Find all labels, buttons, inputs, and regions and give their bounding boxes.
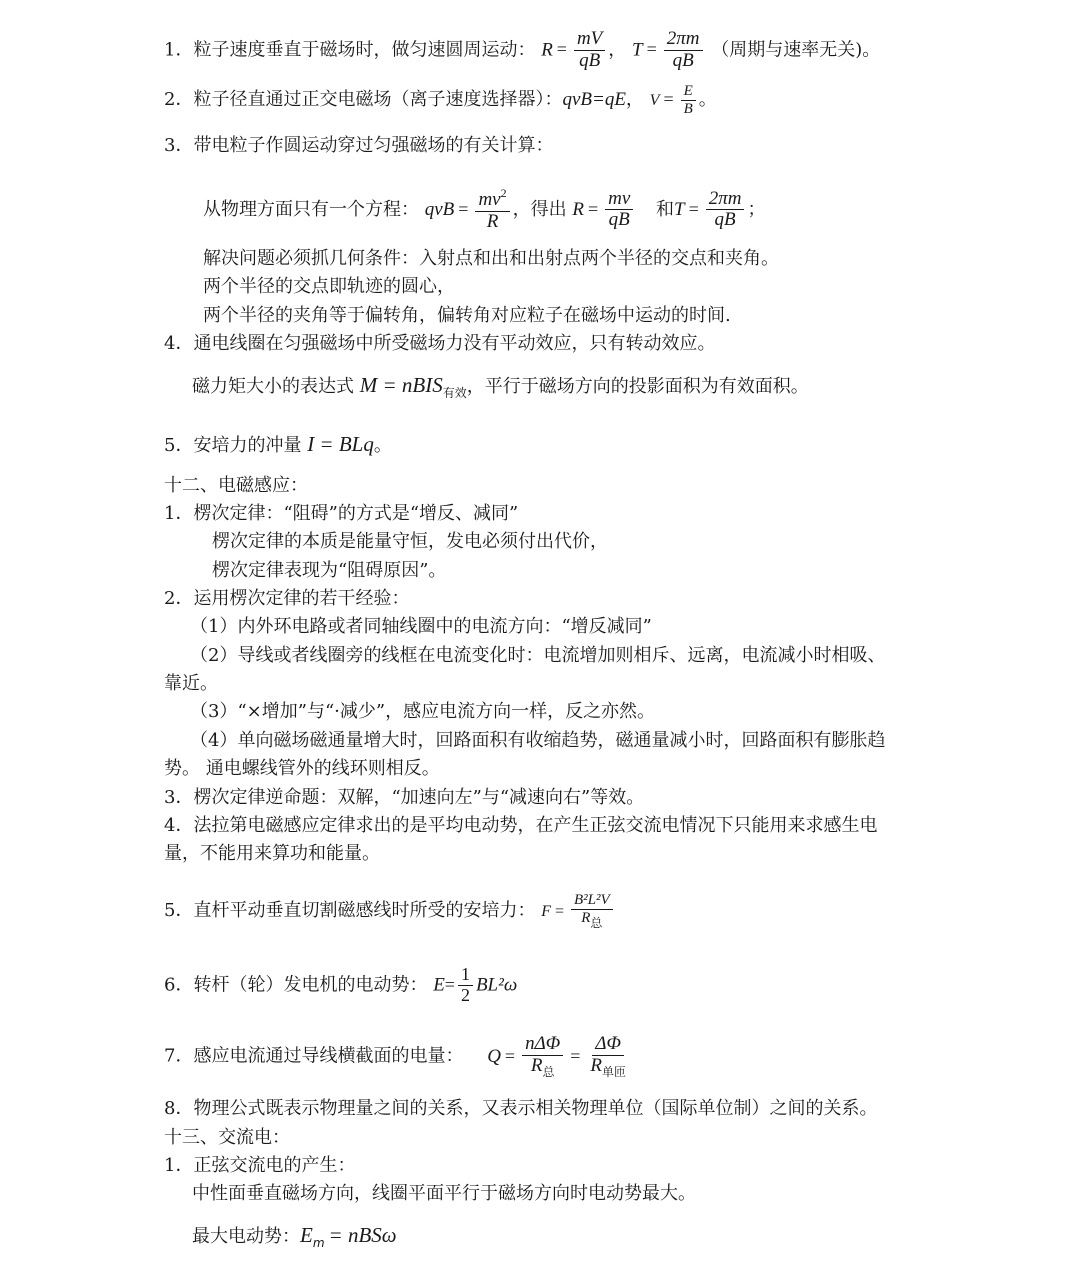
item-2-eq: = [663, 89, 674, 109]
sec12-item-6-frac-den: 2 [460, 984, 470, 1005]
item-1-frac2-num: 2πm [664, 29, 703, 51]
item-2-tail: 。 [698, 89, 717, 110]
sec12-item-5-frac-num: B²L²V [571, 892, 613, 910]
sec12-item-7-fraction-1 [522, 1034, 563, 1079]
sec12-item-7-frac1-den-text: R [530, 1054, 543, 1076]
sec12-item-4-cont: 量，不能用来算功和能量。 [164, 843, 380, 864]
item-4-torque-line [192, 372, 809, 406]
item-1-text: 粒子速度垂直于磁场时，做匀速圆周运动： [193, 39, 536, 61]
sec12-item-6-frac-num: 1 [458, 965, 473, 986]
sec12-item-7-frac2-den-text: R [590, 1054, 602, 1076]
sec13-max-emf-E: E [300, 1223, 313, 1247]
item-3a-fraction-2 [605, 189, 633, 232]
item-3-number: 3． [164, 135, 194, 156]
item-1-frac2-den: qB [672, 49, 694, 71]
item-1-frac1-num: mV [574, 29, 605, 51]
item-2-V: V [649, 92, 660, 109]
item-2 [164, 83, 717, 117]
sec12-item-3: 3．楞次定律逆命题：双解，“加速向左”与“减速向右”等效。 [164, 787, 645, 808]
item-2-sep: ， [625, 89, 644, 110]
item-4 [164, 331, 715, 357]
item-4-number: 4． [164, 333, 194, 354]
item-2-fraction [681, 83, 696, 117]
item-1-tail: （周期与速率无关)。 [711, 39, 881, 61]
item-3a-T: T [673, 198, 685, 220]
sec13-max-emf-rest: = nBSω [328, 1223, 397, 1247]
section-12-title: 十二、电磁感应： [164, 475, 308, 496]
sec12-item-2-sub-3: （3）“×增加”与“·减少”，感应电流方向一样，反之亦然。 [190, 701, 656, 722]
item-3a-frac1-sup: 2 [500, 186, 507, 200]
sec12-item-2-sub-4: （4）单向磁场磁通量增大时，回路面积有收缩趋势，磁通量减小时，回路面积有膨胀趋 [190, 730, 886, 751]
item-2-number: 2． [164, 89, 194, 110]
item-2-frac-den: B [683, 100, 693, 117]
item-3a-and: 和 [655, 198, 674, 220]
sec12-item-2-sub-1: （1）内外环电路或者同轴线圈中的电流方向：“增反减同” [190, 616, 652, 637]
item-3-note-1: 解决问题必须抓几何条件：入射点和出和出射点两个半径的交点和夹角。 [203, 248, 779, 269]
item-3a-mid: ，得出 [512, 198, 567, 220]
sec12-item-7-frac1-num: nΔΦ [522, 1034, 563, 1056]
item-3 [164, 133, 553, 159]
item-4a-expr: M = nBIS [359, 373, 443, 397]
item-3a-frac1-num-text: mv [478, 189, 501, 210]
sec12-item-5-eq: = [554, 902, 564, 920]
sec12-item-4: 4．法拉第电磁感应定律求出的是平均电动势，在产生正弦交流电情况下只能用来求感生电 [164, 815, 878, 836]
item-3-equation-line [203, 187, 765, 233]
item-1-number: 1． [164, 39, 194, 61]
sec12-item-7-text: 感应电流通过导线横截面的电量： [193, 1045, 464, 1067]
sec12-item-5-frac-den [578, 910, 605, 930]
sec12-item-5-frac-sub: 总 [590, 915, 603, 930]
item-3a-eq3: = [688, 198, 699, 219]
sec12-item-5-F: F [541, 902, 551, 920]
item-3a-fraction-3 [706, 189, 745, 232]
sec12-item-7-frac1-den [528, 1056, 558, 1079]
sec12-item-5-frac-den-text: R [581, 909, 591, 926]
item-3a-text: 从物理方面只有一个方程： [203, 198, 419, 220]
sec12-item-1: 1．楞次定律：“阻碍”的方式是“增反、减同” [164, 503, 519, 524]
item-1-fraction-T [664, 29, 703, 72]
item-3a-eq: = [458, 198, 469, 219]
item-3-note-3: 两个半径的夹角等于偏转角，偏转角对应粒子在磁场中运动的时间. [203, 305, 731, 326]
item-3a-frac2-num: mv [605, 189, 633, 211]
item-5-expr: I = BLq [307, 432, 374, 456]
sec12-item-7-eq2: = [570, 1045, 581, 1066]
sec12-item-6-text: 转杆（轮）发电机的电动势： [193, 974, 428, 996]
sec12-item-6-number: 6． [164, 974, 194, 996]
item-1-sep: ， [608, 39, 627, 61]
item-4-text: 通电线圈在匀强磁场中所受磁场力没有平动效应，只有转动效应。 [193, 333, 716, 354]
sec12-item-6-rest: BL²ω [475, 974, 518, 996]
sec12-item-8: 8．物理公式既表示物理量之间的关系，又表示相关物理单位（国际单位制）之间的关系。 [164, 1098, 878, 1119]
item-1-fraction-R [574, 29, 605, 72]
sec12-item-2-sub-4-cont: 势。 通电螺线管外的线环则相反。 [164, 758, 440, 779]
sec12-item-6-fraction [458, 965, 473, 1006]
item-2-formula: qvB=qE [562, 89, 626, 110]
item-5-number: 5． [164, 435, 194, 456]
sec12-item-6 [164, 965, 517, 1006]
sec12-item-5-number: 5． [164, 899, 194, 921]
item-1 [164, 29, 880, 72]
item-3a-eq2: = [587, 198, 599, 219]
item-5-text: 安培力的冲量 [193, 435, 302, 456]
sec12-item-6-eq: = [444, 974, 455, 995]
sec12-item-6-E: E [433, 974, 445, 996]
sec12-item-5 [164, 892, 616, 930]
sec12-item-5-text: 直杆平动垂直切割磁感线时所受的安培力： [193, 899, 536, 921]
sec12-item-2: 2．运用楞次定律的若干经验： [164, 588, 410, 609]
item-3a-frac3-num: 2πm [706, 189, 745, 211]
sec13-item-1-note: 中性面垂直磁场方向，线圈平面平行于磁场方向时电动势最大。 [192, 1183, 696, 1204]
item-3a-fraction-1 [475, 187, 509, 233]
sec13-item-1-max-emf [192, 1222, 397, 1256]
item-3a-frac1-den: R [486, 210, 499, 232]
item-4a-tail: ，平行于磁场方向的投影面积为有效面积。 [466, 376, 809, 397]
section-13-title: 十三、交流电： [164, 1127, 290, 1148]
sec12-item-7-Q: Q [487, 1045, 501, 1067]
item-1-eq2: = [646, 39, 657, 60]
item-1-frac1-den: qB [579, 49, 601, 71]
item-5-tail: 。 [373, 435, 392, 456]
sec12-item-7-number: 7． [164, 1045, 194, 1067]
item-1-R: R [541, 39, 553, 61]
sec12-item-1-note-1: 楞次定律的本质是能量守恒，发电必须付出代价， [212, 531, 608, 552]
item-4a-text: 磁力矩大小的表达式 [192, 376, 354, 397]
item-3-text: 带电粒子作圆运动穿过匀强磁场的有关计算： [193, 135, 554, 156]
item-3a-frac3-den: qB [714, 209, 736, 231]
sec12-item-7-eq: = [504, 1045, 516, 1066]
item-2-frac-num: E [681, 83, 696, 101]
item-3a-frac2-den: qB [608, 209, 630, 231]
sec12-item-5-fraction [571, 892, 613, 930]
sec13-item-1: 1．正弦交流电的产生： [164, 1155, 356, 1176]
item-3a-lhs: qvB [424, 198, 455, 220]
sec12-item-7-frac2-den [587, 1056, 629, 1079]
item-5 [164, 431, 392, 459]
sec12-item-1-note-2: 楞次定律表现为“阻碍原因”。 [212, 560, 447, 581]
sec13-max-emf-sub: m [312, 1236, 325, 1250]
item-1-eq: = [556, 39, 567, 60]
item-3a-end: ； [747, 198, 766, 220]
sec12-item-7-fraction-2 [587, 1034, 629, 1079]
item-2-text: 粒子径直通过正交电磁场（离子速度选择器）： [193, 89, 563, 110]
item-3a-R: R [572, 198, 584, 220]
item-1-T: T [632, 39, 643, 61]
sec12-item-7-frac2-num: ΔΦ [592, 1034, 624, 1056]
sec12-item-2-sub-2: （2）导线或者线圈旁的线框在电流变化时：电流增加则相斥、远离，电流减小时相吸、 [190, 645, 886, 666]
sec12-item-7 [164, 1034, 632, 1079]
sec12-item-7-frac1-sub: 总 [542, 1064, 555, 1079]
sec12-item-2-sub-2-cont: 靠近。 [164, 673, 218, 694]
sec13-max-emf-label: 最大电动势： [192, 1226, 300, 1247]
item-3-note-2: 两个半径的交点即轨迹的圆心， [203, 276, 455, 297]
item-4a-sub: 有效 [442, 386, 467, 400]
sec12-item-7-frac2-sub: 单匝 [601, 1064, 626, 1079]
item-3a-frac1-num [475, 187, 509, 212]
